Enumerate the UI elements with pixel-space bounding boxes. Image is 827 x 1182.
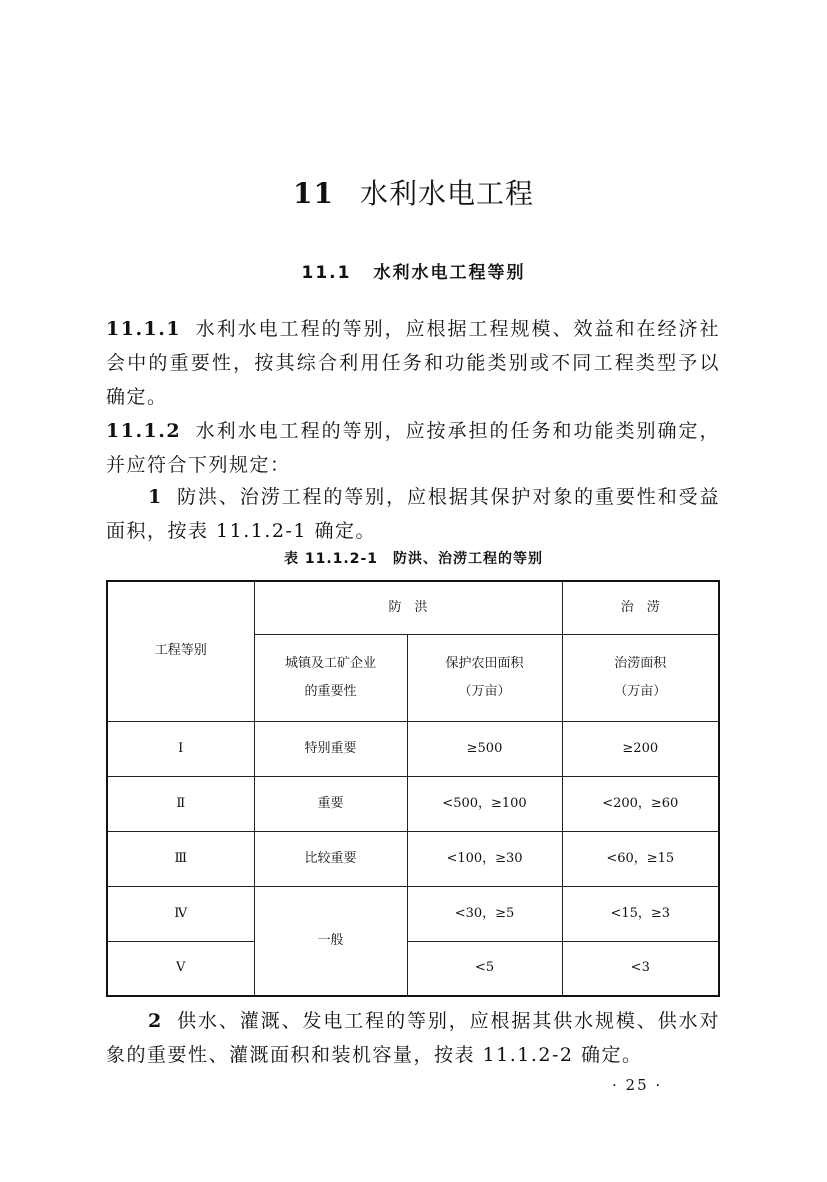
header-flood: 防 洪 <box>254 581 562 634</box>
item-text: 供水、灌溉、发电工程的等别，应根据其供水规模、供水对象的重要性、灌溉面积和装机容量，按表 11.1.2-2 确定。 <box>106 1010 720 1066</box>
page-number: · 25 · <box>612 1076 663 1094</box>
header-line: 的重要性 <box>304 683 357 699</box>
farmland-cell: <5 <box>407 941 562 996</box>
header-grade: 工程等别 <box>107 581 254 721</box>
header-farmland-area <box>407 634 562 721</box>
importance-cell: 重要 <box>254 776 407 831</box>
table-row <box>107 941 719 996</box>
item-number: 2 <box>148 1010 163 1032</box>
item-2 <box>106 1004 720 1072</box>
drain-cell: <60，≥15 <box>562 831 719 886</box>
header-line: 城镇及工矿企业 <box>284 655 376 671</box>
drain-cell: <3 <box>562 941 719 996</box>
section-title-text: 水利水电工程等别 <box>373 263 526 283</box>
chapter-title <box>0 172 827 212</box>
grade-table <box>106 580 720 997</box>
importance-cell: 特别重要 <box>254 721 407 776</box>
clause-text: 水利水电工程的等别，应按承担的任务和功能类别确定，并应符合下列规定： <box>106 420 720 476</box>
clause-11-1-2 <box>106 414 720 482</box>
item-1 <box>106 480 720 548</box>
chapter-number: 11 <box>293 177 334 210</box>
drain-cell: <15，≥3 <box>562 886 719 941</box>
header-line: （万亩） <box>614 683 667 699</box>
header-drain-area <box>562 634 719 721</box>
grade-cell: Ⅱ <box>107 776 254 831</box>
clause-number: 11.1.2 <box>106 420 182 442</box>
farmland-cell: <500，≥100 <box>407 776 562 831</box>
grade-cell: Ⅴ <box>107 941 254 996</box>
section-number: 11.1 <box>301 263 352 283</box>
farmland-cell: ≥500 <box>407 721 562 776</box>
table-row <box>107 886 719 941</box>
header-line: （万亩） <box>458 683 511 699</box>
drain-cell: ≥200 <box>562 721 719 776</box>
clause-text: 水利水电工程的等别，应根据工程规模、效益和在经济社会中的重要性，按其综合利用任务和功能类别或不同工程类型予以确定。 <box>106 318 720 408</box>
table-row <box>107 776 719 831</box>
header-line: 治涝面积 <box>614 655 667 671</box>
item-text: 防洪、治涝工程的等别，应根据其保护对象的重要性和受益面积，按表 11.1.2-1 确定。 <box>106 486 720 542</box>
clause-number: 11.1.1 <box>106 318 182 340</box>
farmland-cell: <30，≥5 <box>407 886 562 941</box>
grade-cell: Ⅲ <box>107 831 254 886</box>
header-drain: 治 涝 <box>562 581 719 634</box>
section-title <box>0 258 827 283</box>
clause-11-1-1 <box>106 312 720 414</box>
table-row <box>107 721 719 776</box>
item-number: 1 <box>148 486 163 508</box>
grade-cell: Ⅳ <box>107 886 254 941</box>
importance-cell: 比较重要 <box>254 831 407 886</box>
drain-cell: <200，≥60 <box>562 776 719 831</box>
header-city-importance <box>254 634 407 721</box>
importance-cell: 一般 <box>254 886 407 996</box>
chapter-title-text: 水利水电工程 <box>359 177 534 210</box>
table-caption: 表 11.1.2-1 防洪、治涝工程的等别 <box>283 551 544 567</box>
grade-cell: Ⅰ <box>107 721 254 776</box>
table-row <box>107 831 719 886</box>
header-line: 保护农田面积 <box>445 655 524 671</box>
farmland-cell: <100，≥30 <box>407 831 562 886</box>
